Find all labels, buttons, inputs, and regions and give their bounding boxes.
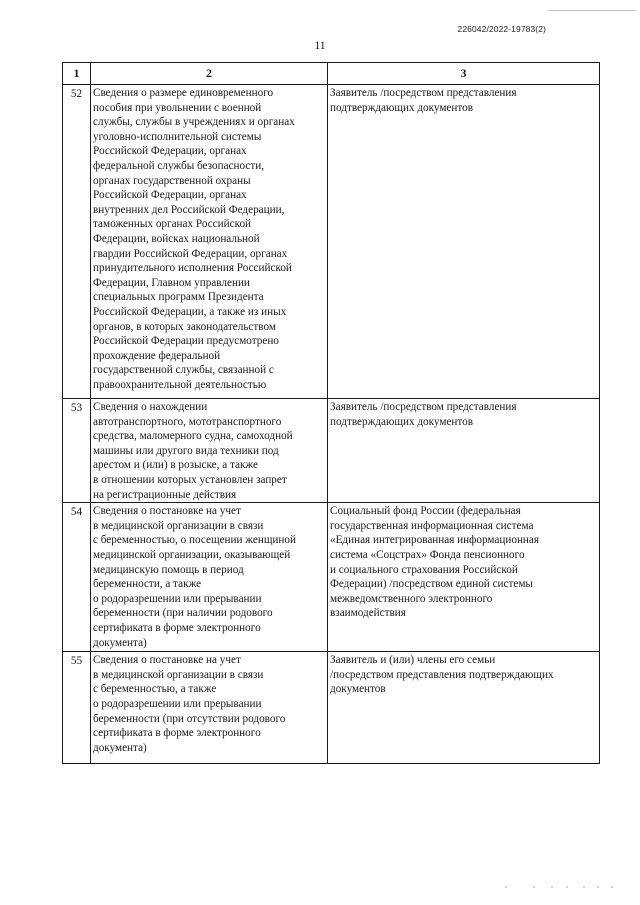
row-number: 54 (63, 503, 91, 652)
row-source: Социальный фонд России (федеральная государственная информационная система «Единая интегрированная информационная система «Соцстрах» Фонда пенсионного и социального страхования Российской Федерации) /посредством единой системы межведомственного электронного взаимодействия (328, 503, 600, 652)
table-row (63, 652, 600, 764)
row-information: Сведения о размере единовременного пособия при увольнении с военной службы, службы в учреждениях и органах уголовно-исполнительной системы Российской Федерации, органах федеральной службы безопасности, органах государственной охраны Российской Федерации, органах внутренних дел Российской Федерации, таможенных органах Российской Федерации, войсках национальной гвардии Российской Федерации, органах принудительного исполнения Российской Федерации, Главном управлении специальных программ Президента Российской Федерации, а также из иных органов, в которых законодательством Российской Федерации предусмотрено прохождение федеральной государственной службы, связанной с правоохранительной деятельностью (91, 85, 328, 399)
row-information: Сведения о постановке на учет в медицинской организации в связи с беременностью, о посещении женщиной медицинской организации, оказывающей медицинскую помощь в период беременности, а также о родоразрешении или прерывании беременности (при наличии родового сертификата в форме электронного документа) (91, 503, 328, 652)
row-number: 55 (63, 652, 91, 764)
column-header-number: 1 (63, 63, 91, 85)
scan-artifact-marks (500, 884, 620, 890)
column-header-information: 2 (91, 63, 328, 85)
row-information: Сведения о нахождении автотранспортного, мототранспортного средства, маломерного судна, самоходной машины или другого вида техники под арестом и (или) в розыске, а также в отношении которых установлен запрет на регистрационные действия (91, 399, 328, 503)
documents-table (62, 62, 600, 764)
table-row (63, 503, 600, 652)
document-id: 226042/2022-19783(2) (457, 24, 546, 34)
column-header-source: 3 (328, 63, 600, 85)
row-source: Заявитель /посредством представления подтверждающих документов (328, 85, 600, 399)
row-number: 52 (63, 85, 91, 399)
table-row (63, 399, 600, 503)
table-header-row (63, 63, 600, 85)
row-information: Сведения о постановке на учет в медицинской организации в связи с беременностью, а также о родоразрешении или прерывании беременности (при отсутствии родового сертификата в форме электронного документа) (91, 652, 328, 764)
table-row (63, 85, 600, 399)
row-source: Заявитель /посредством представления подтверждающих документов (328, 399, 600, 503)
top-rule (548, 10, 636, 11)
page-number: 11 (314, 40, 326, 52)
row-source: Заявитель и (или) члены его семьи /посредством представления подтверждающих документов (328, 652, 600, 764)
row-number: 53 (63, 399, 91, 503)
